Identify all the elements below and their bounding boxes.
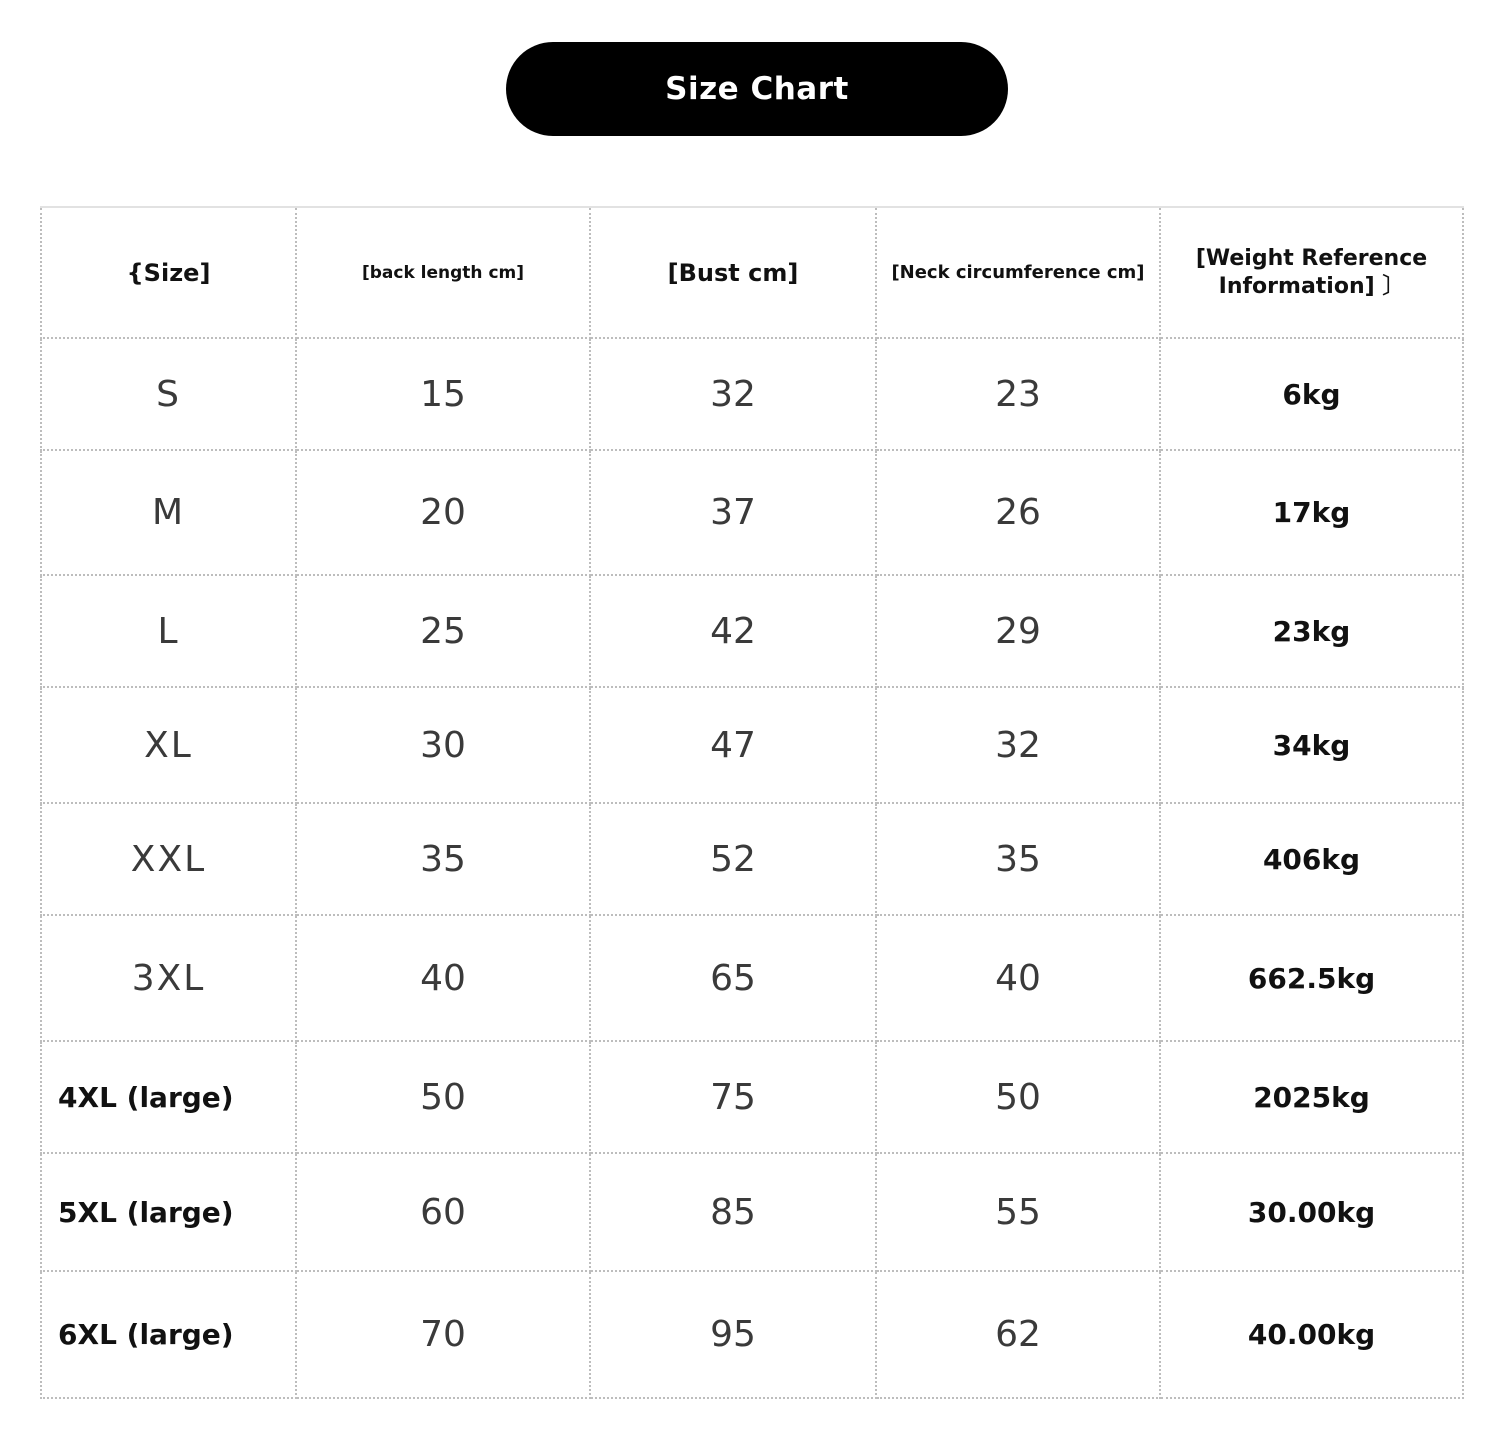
table-row: [41, 687, 1463, 803]
back-length-cell: 25: [296, 575, 590, 687]
neck-cell: 32: [876, 687, 1160, 803]
table-row: [41, 450, 1463, 575]
header-cell-back-length: [296, 207, 590, 338]
size-cell: S: [41, 338, 296, 450]
size-chart-table: [40, 206, 1464, 1399]
weight-cell: 34kg: [1160, 687, 1463, 803]
back-length-cell: 60: [296, 1153, 590, 1271]
header-cell-weight: [1160, 207, 1463, 338]
back-length-cell: 20: [296, 450, 590, 575]
bust-cell: 37: [590, 450, 876, 575]
size-cell: 6XL (large): [41, 1271, 296, 1398]
bust-cell: 52: [590, 803, 876, 915]
neck-cell: 50: [876, 1041, 1160, 1153]
bust-cell: 47: [590, 687, 876, 803]
table-row: [41, 1153, 1463, 1271]
header-row: [41, 207, 1463, 338]
table-row: [41, 1041, 1463, 1153]
table-row: [41, 575, 1463, 687]
back-length-cell: 30: [296, 687, 590, 803]
size-cell: XL: [41, 687, 296, 803]
neck-cell: 62: [876, 1271, 1160, 1398]
back-length-cell: 40: [296, 915, 590, 1041]
weight-cell: 23kg: [1160, 575, 1463, 687]
size-cell: M: [41, 450, 296, 575]
table-row: [41, 803, 1463, 915]
back-length-cell: 15: [296, 338, 590, 450]
header-neck-label: [Neck circumference cm]: [891, 262, 1145, 283]
weight-cell: 406kg: [1160, 803, 1463, 915]
size-cell: 3XL: [41, 915, 296, 1041]
weight-cell: 30.00kg: [1160, 1153, 1463, 1271]
neck-cell: 55: [876, 1153, 1160, 1271]
bust-cell: 95: [590, 1271, 876, 1398]
size-cell: 5XL (large): [41, 1153, 296, 1271]
page-title: Size Chart: [665, 71, 849, 107]
header-cell-neck: [876, 207, 1160, 338]
table-row: [41, 915, 1463, 1041]
header-back-length-label: [back length cm]: [361, 262, 525, 283]
back-length-cell: 35: [296, 803, 590, 915]
bust-cell: 85: [590, 1153, 876, 1271]
header-bust-label: [Bust cm]: [667, 258, 799, 287]
bust-cell: 32: [590, 338, 876, 450]
bust-cell: 42: [590, 575, 876, 687]
table-row: [41, 1271, 1463, 1398]
bust-cell: 75: [590, 1041, 876, 1153]
title-banner: [506, 42, 1008, 136]
weight-cell: 662.5kg: [1160, 915, 1463, 1041]
header-weight-label: [Weight Reference Information] 〕: [1195, 245, 1428, 299]
neck-cell: 35: [876, 803, 1160, 915]
table-row: [41, 338, 1463, 450]
weight-cell: 40.00kg: [1160, 1271, 1463, 1398]
weight-cell: 17kg: [1160, 450, 1463, 575]
size-cell: XXL: [41, 803, 296, 915]
size-cell: L: [41, 575, 296, 687]
header-cell-bust: [590, 207, 876, 338]
header-size-label: {Size]: [126, 258, 211, 287]
neck-cell: 29: [876, 575, 1160, 687]
neck-cell: 40: [876, 915, 1160, 1041]
size-cell: 4XL (large): [41, 1041, 296, 1153]
weight-cell: 2025kg: [1160, 1041, 1463, 1153]
back-length-cell: 50: [296, 1041, 590, 1153]
neck-cell: 23: [876, 338, 1160, 450]
back-length-cell: 70: [296, 1271, 590, 1398]
neck-cell: 26: [876, 450, 1160, 575]
weight-cell: 6kg: [1160, 338, 1463, 450]
bust-cell: 65: [590, 915, 876, 1041]
header-cell-size: [41, 207, 296, 338]
